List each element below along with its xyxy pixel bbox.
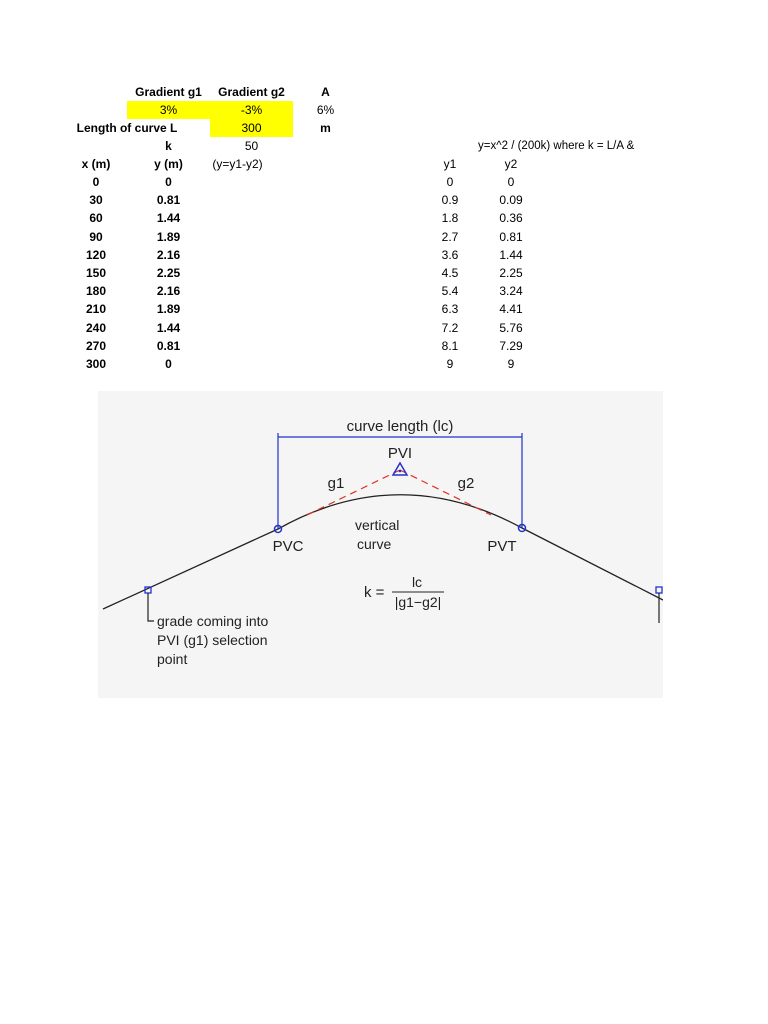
length-unit: m — [320, 121, 331, 135]
pvt-label: PVT — [487, 538, 517, 555]
x-value-cell[interactable]: 210 — [85, 302, 107, 317]
tangent-g1 — [307, 470, 400, 515]
col-y1-header: y1 — [443, 157, 457, 171]
y-value-cell[interactable]: 2.16 — [156, 247, 181, 262]
y2-value-cell[interactable]: 2.25 — [499, 266, 523, 280]
grade-note-line1: grade coming into — [157, 613, 269, 629]
curve-length-label: curve length (lc) — [346, 418, 454, 435]
y2-value-cell[interactable]: 4.41 — [499, 302, 523, 317]
y1-value-cell[interactable]: 9 — [446, 357, 454, 371]
y-value-cell[interactable]: 0.81 — [156, 338, 181, 353]
y1-value-cell[interactable]: 8.1 — [441, 338, 459, 353]
k-numerator: lc — [411, 574, 423, 590]
x-value-cell[interactable]: 120 — [85, 247, 107, 262]
y1-value-cell[interactable]: 4.5 — [441, 266, 459, 280]
x-value-cell[interactable]: 60 — [89, 211, 103, 226]
x-value-cell[interactable]: 150 — [85, 266, 107, 280]
y2-value-cell[interactable]: 0.36 — [499, 211, 523, 226]
y1-value-cell[interactable]: 2.7 — [441, 229, 459, 244]
k-equals-label: k = — [364, 584, 385, 601]
col-x-header: x (m) — [81, 157, 111, 171]
pvi-label: PVI — [387, 445, 413, 462]
spreadsheet — [0, 0, 768, 390]
length-label: Length of curve L — [76, 121, 178, 135]
y2-value-cell[interactable]: 0.81 — [499, 229, 523, 244]
y1-value-cell[interactable]: 0 — [446, 175, 454, 189]
col-y2-header: y2 — [504, 157, 518, 171]
tangent-g2 — [400, 470, 491, 515]
y1-value-cell[interactable]: 7.2 — [441, 320, 459, 335]
diagram-svg — [98, 391, 663, 698]
y1-value-cell[interactable]: 0.9 — [441, 193, 459, 208]
x-value-cell[interactable]: 90 — [89, 229, 103, 244]
k-denominator: |g1−g2| — [394, 594, 442, 610]
a-label: A — [321, 85, 330, 99]
selection-leader — [148, 593, 154, 621]
y2-value-cell[interactable]: 3.24 — [499, 284, 523, 299]
g1-value-cell[interactable]: 3% — [127, 101, 210, 119]
vertical-label: vertical — [355, 517, 400, 533]
y2-value-cell[interactable]: 9 — [507, 357, 515, 371]
y-value-cell[interactable]: 1.44 — [156, 320, 181, 335]
y-value-cell[interactable]: 2.16 — [156, 284, 181, 299]
y2-value-cell[interactable]: 5.76 — [499, 320, 523, 335]
a-value-cell[interactable]: 6% — [316, 103, 335, 117]
y-value-cell[interactable]: 0 — [165, 357, 172, 371]
y-value-cell[interactable]: 1.89 — [156, 229, 181, 244]
y2-value-cell[interactable]: 0.09 — [499, 193, 523, 208]
curve-label: curve — [357, 536, 392, 552]
vertical-curve-diagram — [98, 391, 663, 698]
g2-label: g2 — [457, 475, 475, 492]
y1-value-cell[interactable]: 6.3 — [441, 302, 459, 317]
y-value-cell[interactable]: 0.81 — [156, 193, 181, 208]
y1-value-cell[interactable]: 1.8 — [441, 211, 459, 226]
pvi-marker-dot — [399, 470, 402, 473]
grade-note-line2: PVI (g1) selection — [157, 632, 268, 648]
gradient-g2-label: Gradient g2 — [218, 85, 285, 99]
x-value-cell[interactable]: 270 — [85, 338, 107, 353]
y2-value-cell[interactable]: 7.29 — [499, 338, 523, 353]
y1-value-cell[interactable]: 3.6 — [441, 247, 459, 262]
y-value-cell[interactable]: 1.89 — [156, 302, 181, 317]
formula-text: y=x^2 / (200k) where k = L/A & — [478, 140, 635, 152]
col-y-header: y (m) — [154, 157, 183, 171]
gradient-g1-label: Gradient g1 — [135, 85, 202, 99]
y1-value-cell[interactable]: 5.4 — [441, 284, 459, 299]
x-value-cell[interactable]: 0 — [92, 175, 100, 189]
y2-value-cell[interactable]: 0 — [507, 175, 515, 189]
y-value-cell[interactable]: 1.44 — [156, 211, 181, 226]
k-label: k — [165, 139, 172, 153]
x-value-cell[interactable]: 30 — [89, 193, 103, 208]
pvi-marker[interactable] — [393, 463, 407, 475]
grade-note-line3: point — [157, 651, 188, 667]
x-value-cell[interactable]: 240 — [85, 320, 107, 335]
g1-label: g1 — [327, 475, 345, 492]
y-value-cell[interactable]: 2.25 — [156, 266, 181, 280]
g2-value-cell[interactable]: -3% — [210, 101, 293, 119]
right-selection-point-marker[interactable] — [656, 587, 662, 593]
k-value-cell[interactable]: 50 — [244, 139, 259, 153]
col-note-header: (y=y1-y2) — [212, 157, 263, 171]
pvc-label: PVC — [272, 538, 304, 555]
y-value-cell[interactable]: 0 — [165, 175, 172, 189]
x-value-cell[interactable]: 300 — [85, 357, 107, 371]
y2-value-cell[interactable]: 1.44 — [499, 247, 523, 262]
x-value-cell[interactable]: 180 — [85, 284, 107, 299]
length-value-cell[interactable]: 300 — [210, 119, 293, 137]
